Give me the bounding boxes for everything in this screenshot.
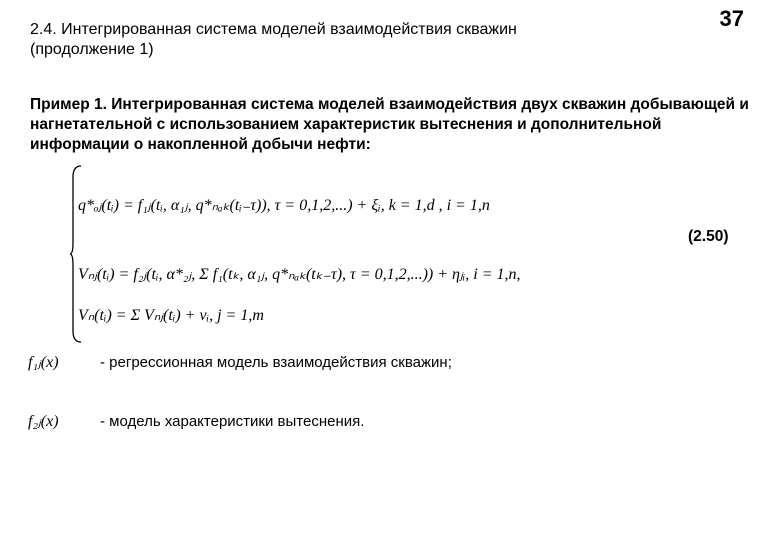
equation-1: q*ₒⱼ(tᵢ) = f₁ⱼ(tᵢ, α₁ⱼ, q*ₙₐₖ(tᵢ₋τ)), τ = 0,1,2,...) + ξᵢ, k = 1,d , i = 1,n	[78, 197, 490, 214]
slide-header	[30, 20, 650, 60]
page-number: 37	[719, 6, 744, 31]
equation-3: Vₙ(tᵢ) = Σ Vₙⱼ(tᵢ) + νᵢ, j = 1,m	[78, 307, 264, 324]
example-paragraph: Пример 1. Интегрированная система моделей взаимодействия двух скважин добывающей и нагнетательной с использованием характеристик вытеснения и дополнительной информации о накопленной добычи нефти:	[30, 96, 749, 153]
legend-item	[28, 411, 364, 431]
legend-item	[28, 352, 452, 372]
section-subtitle: (продолжение 1)	[30, 41, 154, 58]
equation-number: (2.50)	[688, 228, 729, 245]
legend-text: - регрессионная модель взаимодействия скважин;	[100, 353, 452, 371]
equation-system	[70, 165, 690, 343]
legend-text: - модель характеристики вытеснения.	[100, 412, 365, 430]
function-symbol: f₂ⱼ(x)	[28, 413, 59, 430]
equation-2: Vₙⱼ(tᵢ) = f₂ⱼ(tᵢ, α*₂ⱼ, Σ f₁(tₖ, α₁ⱼ, q*ₙₐₖ(tₖ₋τ), τ = 0,1,2,...)) + ηⱼᵢ, i = 1,n,	[78, 266, 521, 283]
function-symbol: f₁ⱼ(x)	[28, 354, 59, 371]
section-title: 2.4. Интегрированная система моделей взаимодействия скважин	[30, 21, 517, 38]
